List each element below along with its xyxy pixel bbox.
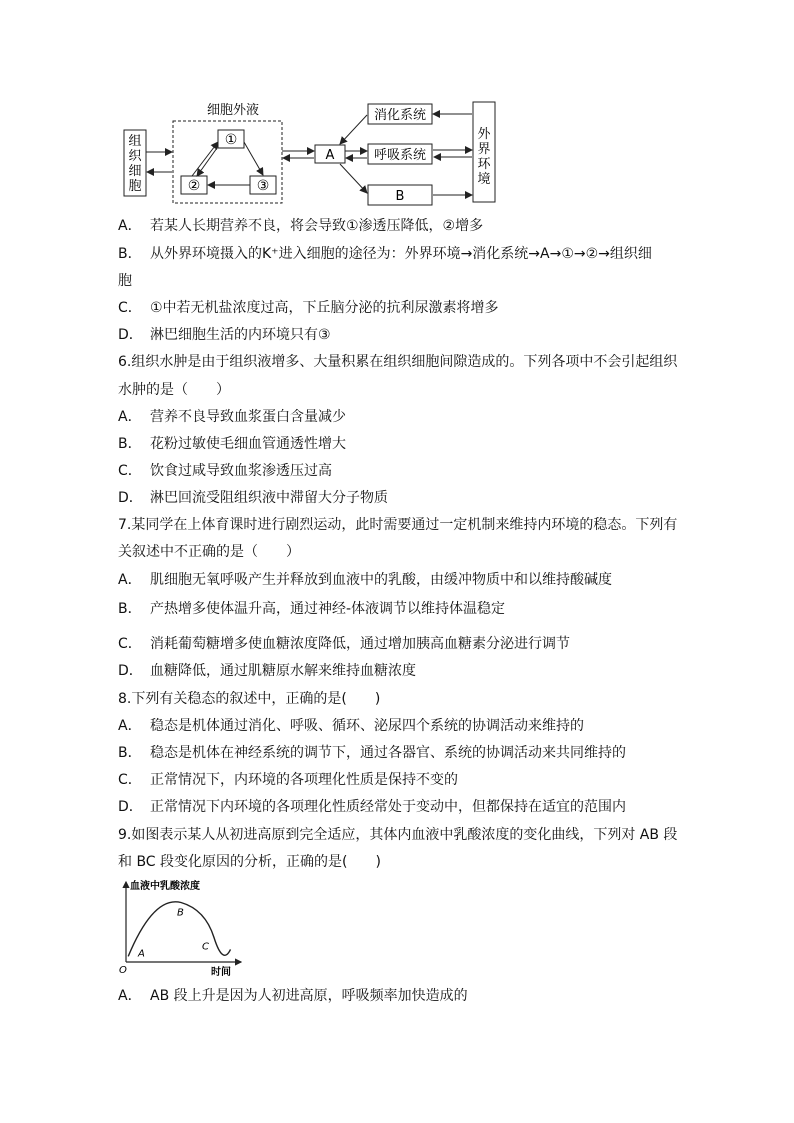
point-b-label: B bbox=[177, 907, 184, 919]
q8-stem: 8.下列有关稳态的叙述中，正确的是( ) bbox=[118, 691, 381, 707]
q8-option-c[interactable]: C． 正常情况下，内环境的各项理化性质是保持不变的 bbox=[118, 772, 458, 788]
tissue-cell-char: 胞 bbox=[128, 179, 142, 194]
q5-option-b[interactable]: B． 从外界环境摄入的K⁺进入细胞的途径为：外界环境→消化系统→A→①→②→组织细 bbox=[118, 246, 652, 262]
external-char: 界 bbox=[477, 142, 491, 157]
q6-stem-cont: 水肿的是（ ） bbox=[118, 382, 230, 398]
external-char: 环 bbox=[477, 157, 491, 172]
q9-stem-cont: 和 BC 段变化原因的分析，正确的是( ) bbox=[118, 854, 381, 870]
node-1-label: ① bbox=[224, 132, 238, 148]
q5-option-d[interactable]: D． 淋巴细胞生活的内环境只有③ bbox=[118, 327, 331, 343]
q8-option-d[interactable]: D． 正常情况下内环境的各项理化性质经常处于变动中，但都保持在适宜的范围内 bbox=[118, 799, 626, 815]
external-char: 外 bbox=[477, 127, 491, 142]
q8-option-a[interactable]: A． 稳态是机体通过消化、呼吸、循环、泌尿四个系统的协调活动来维持的 bbox=[118, 718, 584, 734]
q5-option-b-cont: 胞 bbox=[118, 273, 132, 289]
q7-stem: 7.某同学在上体育课时进行剧烈运动，此时需要通过一定机制来维持内环境的稳态。下列有 bbox=[118, 517, 678, 533]
extracellular-title: 细胞外液 bbox=[206, 103, 260, 118]
x-axis-label: 时间 bbox=[211, 967, 231, 978]
origin-label: O bbox=[119, 965, 127, 976]
node-3-label: ③ bbox=[256, 178, 270, 194]
q5-option-c[interactable]: C． ①中若无机盐浓度过高，下丘脑分泌的抗利尿激素将增多 bbox=[118, 300, 499, 316]
q5-option-a[interactable]: A． 若某人长期营养不良，将会导致①渗透压降低，②增多 bbox=[118, 218, 484, 234]
point-a-label: A bbox=[138, 948, 145, 960]
q9-stem: 9.如图表示某人从初进高原到完全适应，其体内血液中乳酸浓度的变化曲线，下列对 AB 段 bbox=[118, 827, 678, 843]
node-b-label: B bbox=[395, 189, 405, 204]
q6-option-a[interactable]: A． 营养不良导致血浆蛋白含量减少 bbox=[118, 409, 346, 425]
q7-option-c[interactable]: C． 消耗葡萄糖增多使血糖浓度降低，通过增加胰高血糖素分泌进行调节 bbox=[118, 636, 570, 652]
q8-option-b[interactable]: B． 稳态是机体在神经系统的调节下，通过各器官、系统的协调活动来共同维持的 bbox=[118, 745, 626, 761]
q6-option-d[interactable]: D． 淋巴回流受阻组织液中滞留大分子物质 bbox=[118, 490, 388, 506]
body-fluid-diagram bbox=[118, 96, 508, 208]
digestive-system-label: 消化系统 bbox=[373, 108, 427, 123]
point-c-label: C bbox=[202, 941, 209, 953]
node-a-label: A bbox=[325, 148, 335, 163]
q6-option-b[interactable]: B． 花粉过敏使毛细血管通透性增大 bbox=[118, 436, 346, 452]
q7-option-d[interactable]: D． 血糖降低，通过肌糖原水解来维持血糖浓度 bbox=[118, 663, 416, 679]
y-axis-label: 血液中乳酸浓度 bbox=[130, 881, 200, 892]
external-char: 境 bbox=[477, 172, 491, 187]
q6-option-c[interactable]: C． 饮食过咸导致血浆渗透压过高 bbox=[118, 463, 332, 479]
q6-stem: 6.组织水肿是由于组织液增多、大量积累在组织细胞间隙造成的。下列各项中不会引起组织 bbox=[118, 354, 678, 370]
q7-option-b[interactable]: B． 产热增多使体温升高，通过神经-体液调节以维持体温稳定 bbox=[118, 601, 506, 617]
node-2-label: ② bbox=[187, 178, 201, 194]
q9-option-a[interactable]: A． AB 段上升是因为人初进高原，呼吸频率加快造成的 bbox=[118, 988, 468, 1004]
respiratory-system-label: 呼吸系统 bbox=[373, 148, 427, 163]
tissue-cell-char: 细 bbox=[128, 164, 142, 179]
lactate-chart bbox=[116, 878, 246, 978]
q7-option-a[interactable]: A． 肌细胞无氧呼吸产生并释放到血液中的乳酸，由缓冲物质中和以维持酸碱度 bbox=[118, 572, 612, 588]
tissue-cell-char: 组 bbox=[128, 134, 142, 149]
q7-stem-cont: 关叙述中不正确的是（ ） bbox=[118, 544, 300, 560]
tissue-cell-char: 织 bbox=[128, 149, 142, 164]
